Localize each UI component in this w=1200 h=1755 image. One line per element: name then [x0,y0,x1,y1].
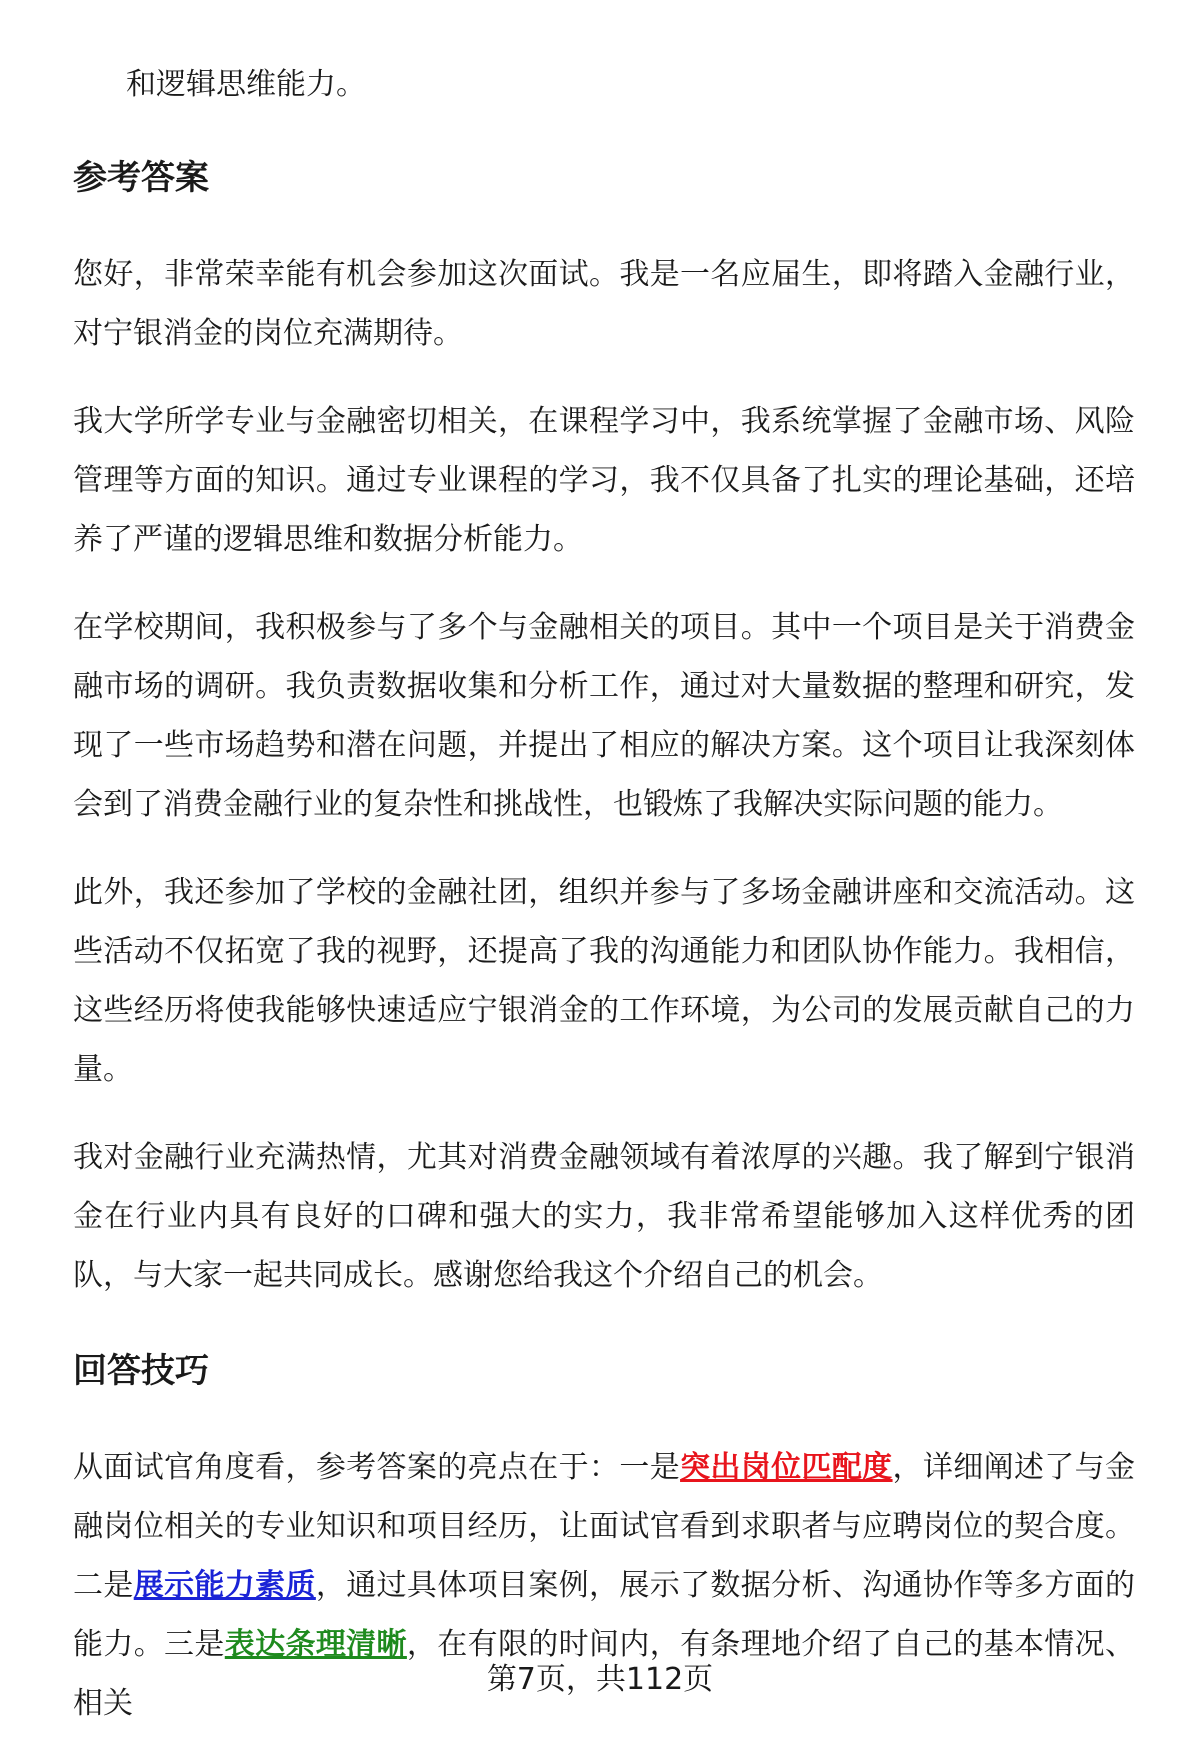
highlight-clarity: 表达条理清晰 [224,1627,407,1662]
answer-paragraph: 您好，非常荣幸能有机会参加这次面试。我是一名应届生，即将踏入金融行业，对宁银消金的岗位充满期待。 [73,257,1135,351]
highlight-ability: 展示能力素质 [133,1568,316,1603]
tip-text: 从面试官角度看，参考答案的亮点在于：一是 [73,1450,681,1485]
document-body [73,55,1135,1733]
tip-text: ，详细阐述了与金融岗位相关的专业知识和项目经历，让面试官看到求职者与应聘岗位的契合度。二是 [73,1450,1136,1603]
answer-paragraph: 我大学所学专业与金融密切相关，在课程学习中，我系统掌握了金融市场、风险管理等方面的知识。通过专业课程的学习，我不仅具备了扎实的理论基础，还培养了严谨的逻辑思维和数据分析能力。 [73,404,1135,557]
tip-text: ，在有限的时间内，有条理地介绍了自己的基本情况、相关 [73,1627,1136,1721]
page-number: 第7页，共112页 [486,1662,714,1697]
section-heading-reference-answer: 参考答案 [73,158,209,198]
continued-text: 和逻辑思维能力。 [126,67,366,102]
answer-paragraph: 我对金融行业充满热情，尤其对消费金融领域有着浓厚的兴趣。我了解到宁银消金在行业内具有良好的口碑和强大的实力，我非常希望能够加入这样优秀的团队，与大家一起共同成长。感谢您给我这个介绍自己的机会。 [73,1140,1135,1293]
highlight-job-match: 突出岗位匹配度 [680,1450,893,1485]
tip-text: ，通过具体项目案例，展示了数据分析、沟通协作等多方面的能力。三是 [73,1568,1136,1662]
section-heading-answer-tips: 回答技巧 [73,1351,209,1391]
answer-paragraph: 此外，我还参加了学校的金融社团，组织并参与了多场金融讲座和交流活动。这些活动不仅拓宽了我的视野，还提高了我的沟通能力和团队协作能力。我相信，这些经历将使我能够快速适应宁银消金的工作环境，为公司的发展贡献自己的力量。 [73,875,1135,1087]
answer-paragraph: 在学校期间，我积极参与了多个与金融相关的项目。其中一个项目是关于消费金融市场的调研。我负责数据收集和分析工作，通过对大量数据的整理和研究，发现了一些市场趋势和潜在问题，并提出了相应的解决方案。这个项目让我深刻体会到了消费金融行业的复杂性和挑战性，也锻炼了我解决实际问题的能力。 [73,610,1135,822]
